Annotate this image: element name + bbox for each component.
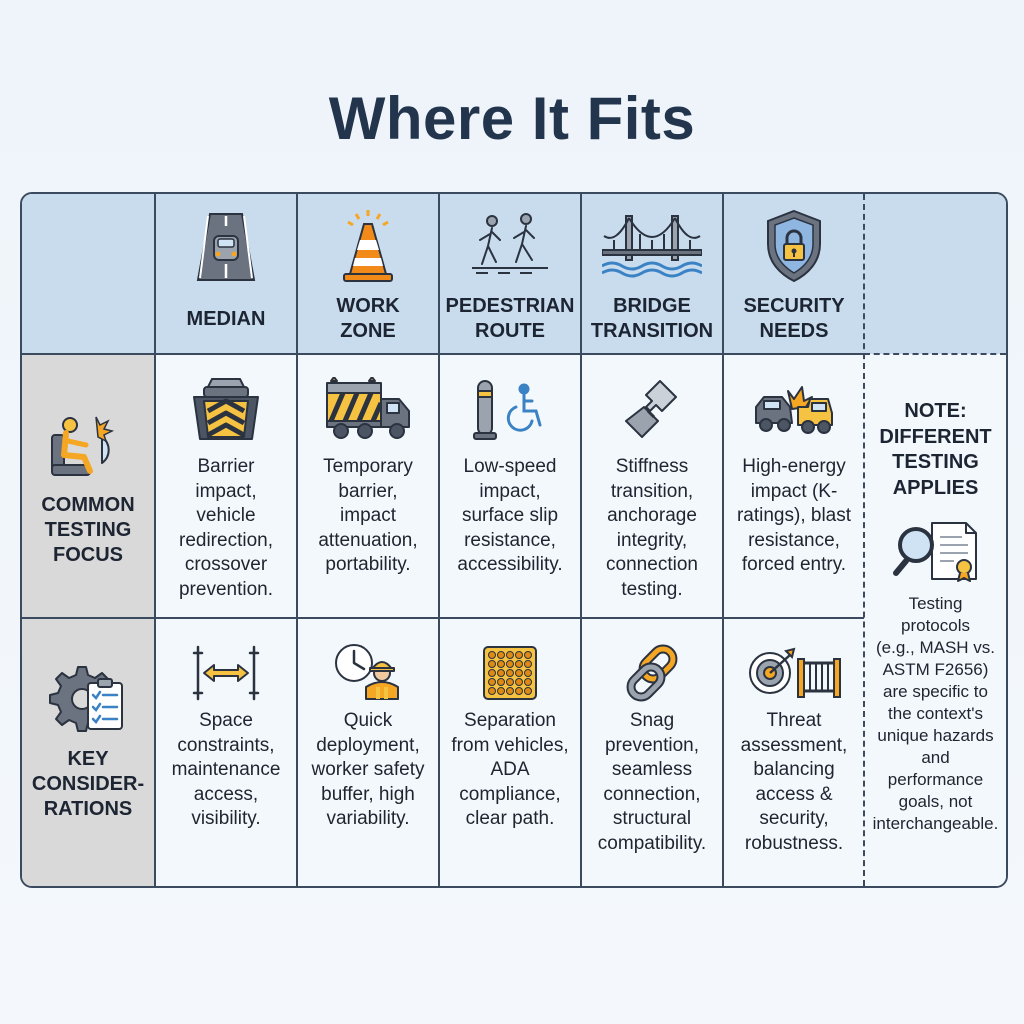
cell-median-considerations bbox=[156, 619, 296, 886]
vehicle-collision-icon bbox=[752, 377, 836, 441]
magnifier-document-icon bbox=[892, 521, 980, 583]
column-header-median bbox=[156, 194, 296, 353]
column-header-bridge-transition bbox=[582, 194, 722, 353]
gear-checklist-icon bbox=[48, 663, 128, 733]
cell-pedestrian-considerations bbox=[440, 619, 580, 886]
page-title: Where It Fits bbox=[328, 85, 696, 152]
column-header-pedestrian-route bbox=[440, 194, 580, 353]
row-header-testing-focus bbox=[22, 355, 154, 617]
connector-joint-icon bbox=[622, 377, 682, 441]
cell-text: Space constraints, maintenance access, visibility. bbox=[171, 710, 281, 829]
cell-text: High-energy impact (K- ratings), blast resistance, forced entry. bbox=[736, 456, 852, 575]
cell-text: Snag prevention, seamless connection, structural compatibility. bbox=[597, 710, 707, 854]
cell-work-zone-considerations bbox=[298, 619, 438, 886]
tactile-paving-icon bbox=[482, 645, 538, 701]
note-title: NOTE: DIFFERENT TESTING APPLIES bbox=[879, 400, 992, 499]
column-label: BRIDGE TRANSITION bbox=[590, 295, 714, 342]
cell-work-zone-testing-focus bbox=[298, 355, 438, 617]
crash-test-dummy-icon bbox=[46, 411, 130, 481]
target-gate-icon bbox=[746, 645, 842, 701]
chain-link-icon bbox=[622, 643, 682, 703]
traffic-cone-icon bbox=[336, 208, 400, 284]
attenuator-truck-icon bbox=[325, 377, 411, 441]
highway-car-icon bbox=[194, 210, 258, 282]
cell-bridge-considerations bbox=[582, 619, 722, 886]
cell-text: Temporary barrier, impact attenuation, portability. bbox=[318, 456, 418, 575]
row-label: KEY CONSIDER- RATIONS bbox=[31, 748, 145, 820]
cell-text: Barrier impact, vehicle redirection, crossover prevention. bbox=[178, 456, 273, 600]
column-label: SECURITY NEEDS bbox=[743, 295, 845, 342]
cell-text: Stiffness transition, anchorage integrity, connection testing. bbox=[606, 456, 698, 600]
comparison-table bbox=[20, 192, 1008, 888]
column-label: MEDIAN bbox=[186, 308, 266, 330]
cell-text: Threat assessment, balancing access & security, robustness. bbox=[740, 710, 848, 854]
shield-lock-icon bbox=[762, 208, 826, 284]
width-arrows-icon bbox=[190, 643, 262, 703]
column-label: WORK ZONE bbox=[336, 295, 400, 342]
cell-bridge-testing-focus bbox=[582, 355, 722, 617]
bollard-wheelchair-icon bbox=[472, 377, 548, 441]
median-barrier-impact-icon bbox=[190, 377, 262, 441]
cell-text: Quick deployment, worker safety buffer, high variability. bbox=[311, 710, 425, 829]
cell-security-testing-focus bbox=[724, 355, 864, 617]
column-header-security-needs bbox=[724, 194, 864, 353]
column-label: PEDESTRIAN ROUTE bbox=[445, 295, 575, 342]
cell-pedestrian-testing-focus bbox=[440, 355, 580, 617]
suspension-bridge-icon bbox=[602, 210, 702, 278]
cell-median-testing-focus bbox=[156, 355, 296, 617]
cell-security-considerations bbox=[724, 619, 864, 886]
note-panel bbox=[865, 355, 1006, 886]
pedestrians-icon bbox=[468, 212, 552, 278]
cell-text: Separation from vehicles, ADA compliance, clear path. bbox=[451, 710, 569, 829]
cell-text: Low-speed impact, surface slip resistance, accessibility. bbox=[457, 456, 563, 575]
note-body: Testing protocols (e.g., MASH vs. ASTM F2656) are specific to the context's unique hazards and performance goals, not interchangeable. bbox=[872, 594, 999, 833]
row-header-key-considerations bbox=[22, 619, 154, 886]
column-header-work-zone bbox=[298, 194, 438, 353]
row-label: COMMON TESTING FOCUS bbox=[41, 494, 135, 566]
clock-worker-icon bbox=[332, 641, 404, 703]
